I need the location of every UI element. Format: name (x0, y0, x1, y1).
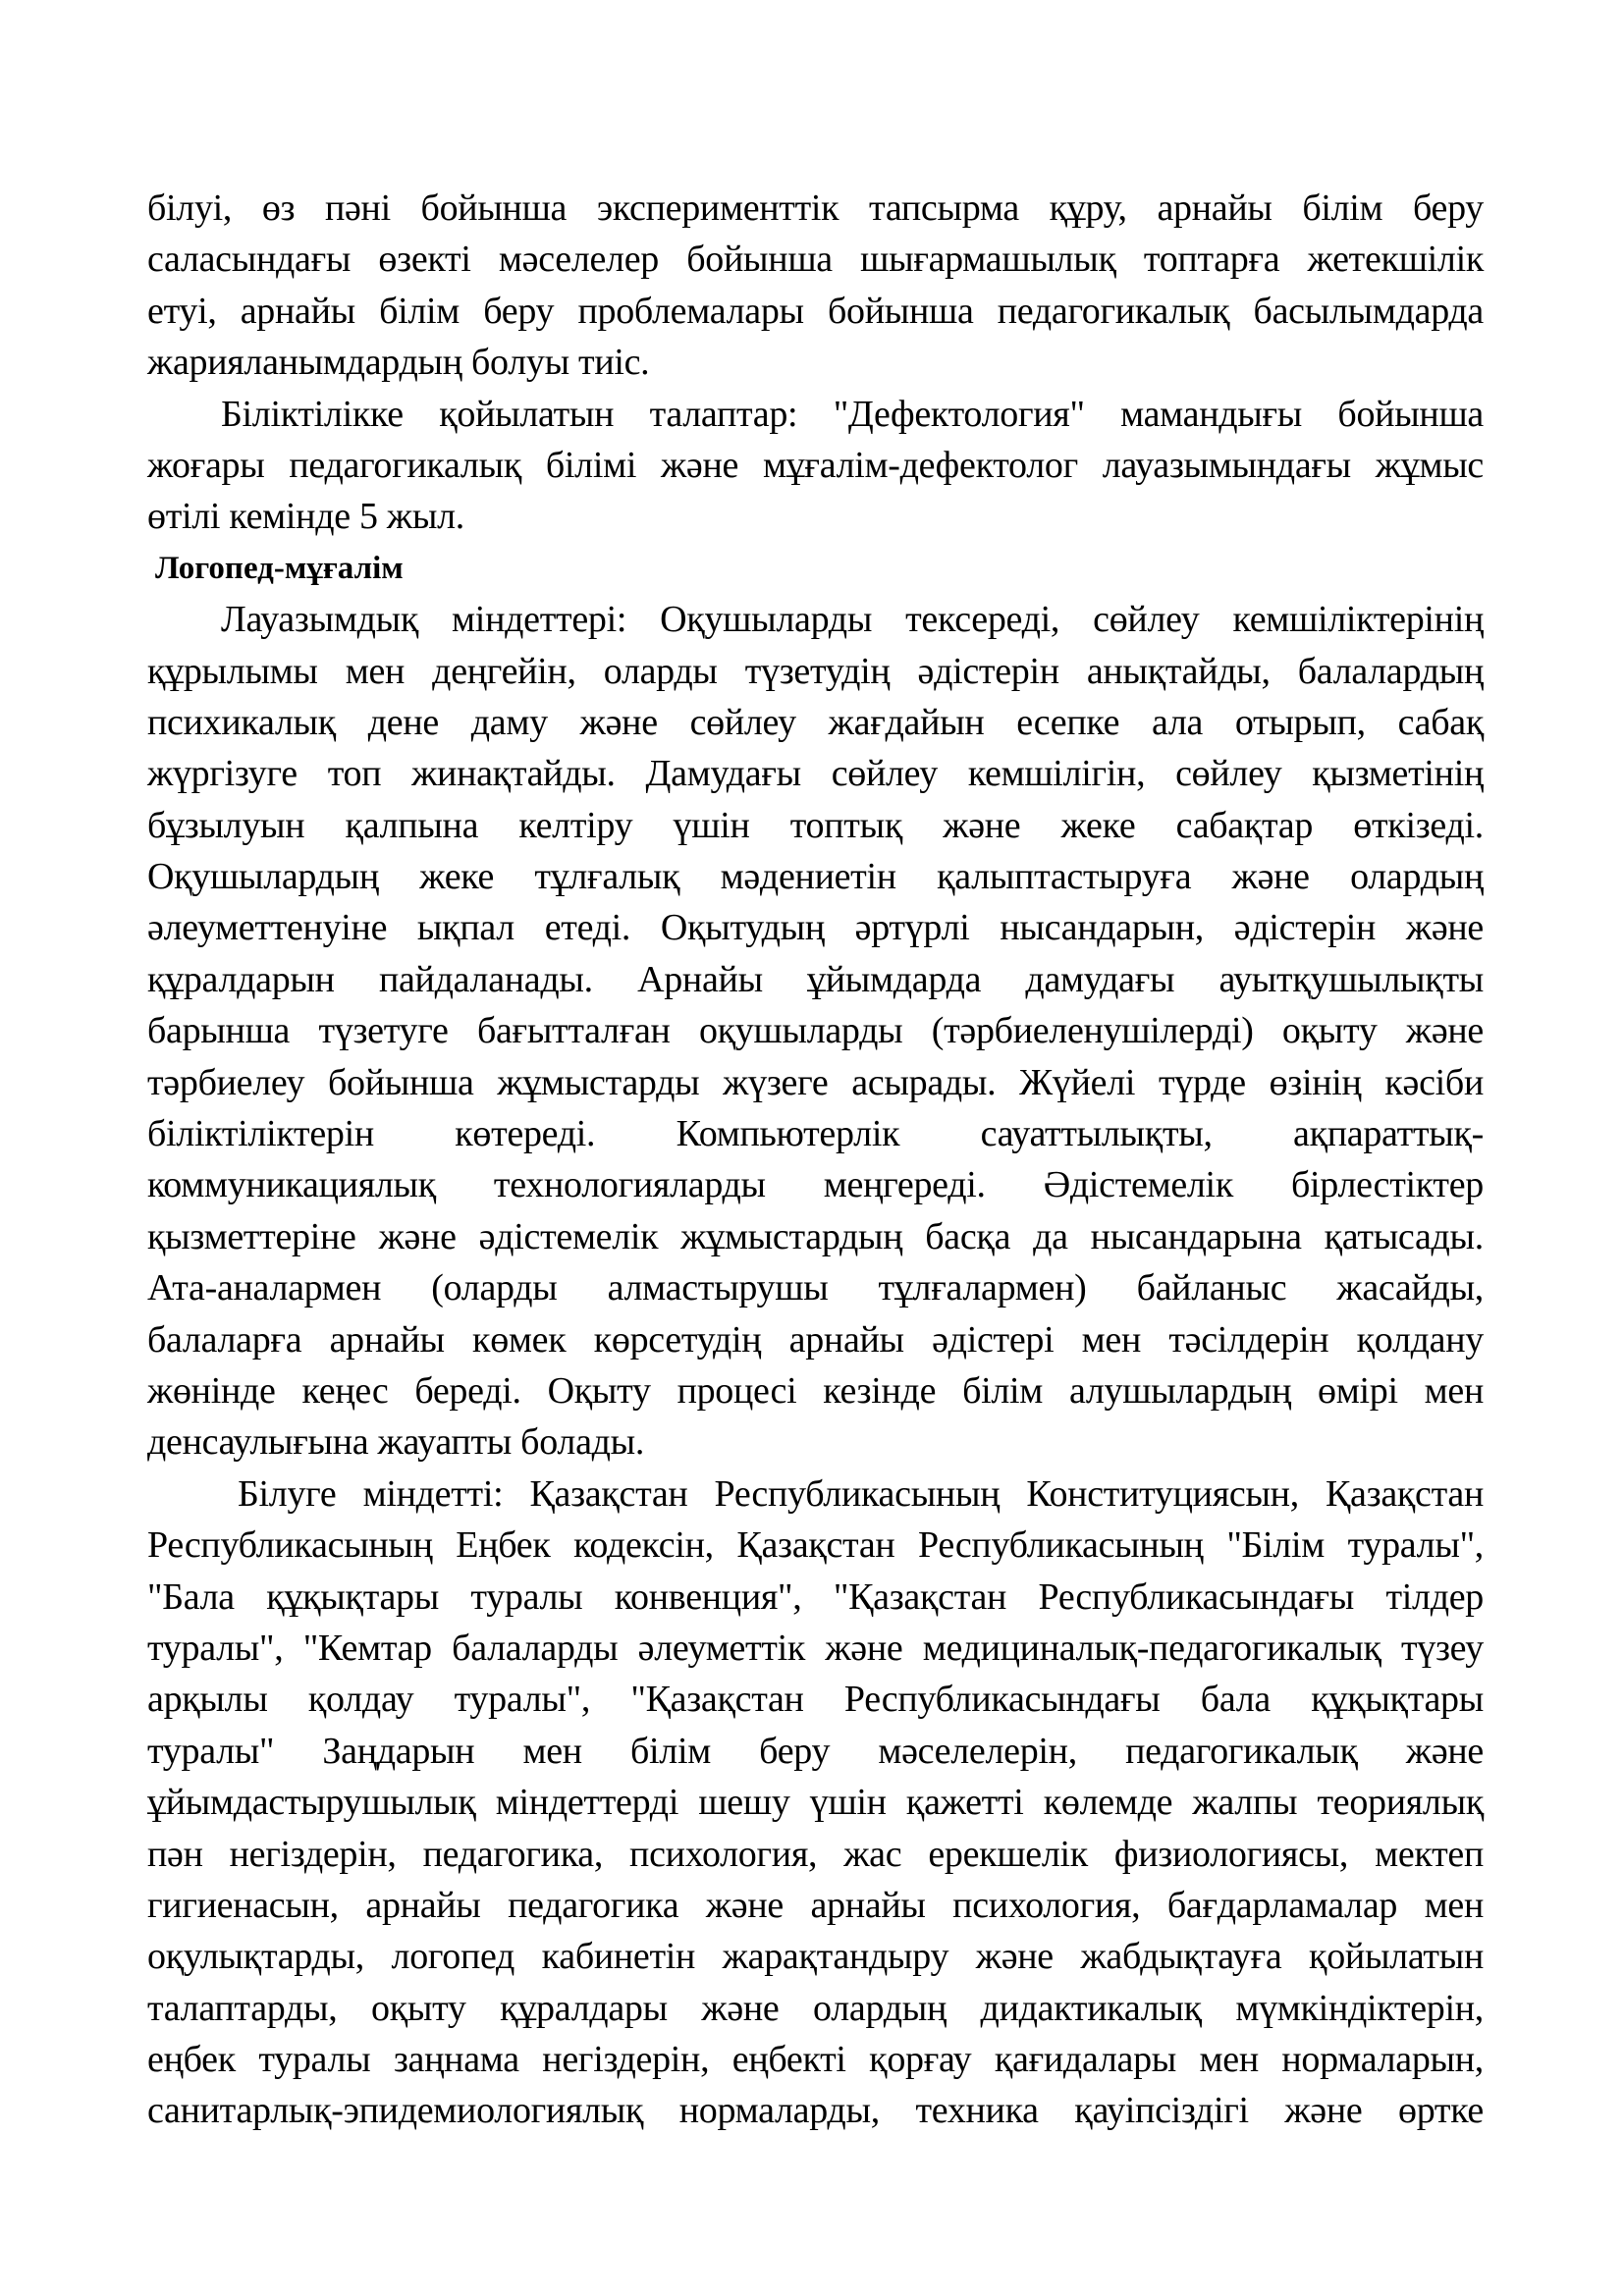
text-line: психикалық дене даму және сөйлеу жағдайын есепке ала отырып, сабақ (147, 701, 1484, 743)
text-line: білуі, өз пәні бойынша эксперименттік тапсырма құру, арнайы білім беру (147, 187, 1484, 229)
text-line: еңбек туралы заңнама негіздерін, еңбекті қорғау қағидалары мен нормаларын, (147, 2039, 1484, 2081)
paragraph-experience-requirements-continuation (147, 183, 1484, 389)
text-line: денсаулығына жауапты болады. (147, 1421, 645, 1464)
text-line: Республикасының Еңбек кодексін, Қазақстан Республикасының "Білім туралы", (147, 1524, 1484, 1567)
text-line: әлеуметтенуіне ықпал етеді. Оқытудың әртүрлі нысандарын, әдістерін және (147, 907, 1484, 949)
text-line: санитарлық-эпидемиологиялық нормаларды, техника қауіпсіздігі және өртке (147, 2090, 1484, 2132)
text-line: етуі, арнайы білім беру проблемалары бойынша педагогикалық басылымдарда (147, 290, 1484, 332)
text-line: ұйымдастырушылық міндеттерді шешу үшін қажетті көлемде жалпы теориялық (147, 1782, 1484, 1824)
text-line: жөнінде кеңес береді. Оқыту процесі кезінде білім алушылардың өмірі мен (147, 1369, 1484, 1412)
text-line: барынша түзетуге бағытталған оқушыларды (тәрбиеленушілерді) оқыту және (147, 1010, 1484, 1052)
text-line: тәрбиелеу бойынша жұмыстарды жүзеге асырады. Жүйелі түрде өзінің кәсіби (147, 1061, 1484, 1103)
text-line: жоғары педагогикалық білімі және мұғалім-дефектолог лауазымындағы жұмыс (147, 444, 1484, 486)
text-line: оқулықтарды, логопед кабинетін жарақтандыру және жабдықтауға қойылатын (147, 1936, 1484, 1978)
text-line: бұзылуын қалпына келтіру үшін топтық және жеке сабақтар өткізеді. (147, 804, 1484, 846)
paragraph-must-know (147, 1468, 1484, 2137)
text-line: саласындағы өзекті мәселелер бойынша шығармашылық топтарға жетекшілік (147, 239, 1484, 281)
paragraph-duties (147, 594, 1484, 1468)
text-line: біліктіліктерін көтереді. Компьютерлік сауаттылықты, ақпараттық- (147, 1113, 1484, 1155)
text-line: Білуге міндетті: Қазақстан Республикасының Конституциясын, Қазақстан (238, 1472, 1484, 1515)
text-line: "Бала құқықтары туралы конвенция", "Қазақстан Республикасындағы тілдер (147, 1575, 1484, 1618)
text-line: жүргізуге топ жинақтайды. Дамудағы сөйлеу кемшілігін, сөйлеу қызметінің (147, 753, 1484, 795)
text-line: пән негіздерін, педагогика, психология, жас ерекшелік физиологиясы, мектеп (147, 1833, 1484, 1875)
text-line: Ата-аналармен (оларды алмастырушы тұлғалармен) байланыс жасайды, (147, 1267, 1484, 1309)
text-line: құрылымы мен деңгейін, оларды түзетудің әдістерін анықтайды, балалардың (147, 650, 1484, 692)
text-line: өтілі кемінде 5 жыл. (147, 496, 464, 538)
paragraph-qualification-requirements (147, 389, 1484, 543)
text-line: туралы" Заңдарын мен білім беру мәселелерін, педагогикалық және (147, 1730, 1484, 1772)
text-line: коммуникациялық технологияларды меңгереді. Әдістемелік бірлестіктер (147, 1164, 1484, 1206)
text-line: Біліктілікке қойылатын талаптар: "Дефектология" мамандығы бойынша (221, 393, 1484, 435)
paragraph-position-title (147, 543, 1484, 594)
text-line: қызметтеріне және әдістемелік жұмыстардың басқа да нысандарына қатысады. (147, 1215, 1484, 1257)
text-line: арқылы қолдау туралы", "Қазақстан Республикасындағы бала құқықтары (147, 1679, 1484, 1721)
text-line: туралы", "Кемтар балаларды әлеуметтік және медициналық-педагогикалық түзеу (147, 1627, 1484, 1669)
text-line: гигиенасын, арнайы педагогика және арнайы психология, бағдарламалар мен (147, 1884, 1484, 1926)
text-line: құралдарын пайдаланады. Арнайы ұйымдарда дамудағы ауытқушылықты (147, 958, 1484, 1000)
text-line: Оқушылардың жеке тұлғалық мәдениетін қалыптастыруға және олардың (147, 856, 1484, 898)
text-line: жарияланымдардың болуы тиіс. (147, 342, 650, 384)
text-line: балаларға арнайы көмек көрсетудің арнайы әдістері мен тәсілдерін қолдану (147, 1318, 1484, 1361)
text-line: талаптарды, оқыту құралдары және олардың дидактикалық мүмкіндіктерін, (147, 1987, 1484, 2029)
text-line: Лауазымдық міндеттері: Оқушыларды тексереді, сөйлеу кемшіліктерінің (221, 599, 1484, 641)
text-content (147, 183, 1484, 2137)
section-heading: Логопед-мұғалім (155, 550, 404, 586)
